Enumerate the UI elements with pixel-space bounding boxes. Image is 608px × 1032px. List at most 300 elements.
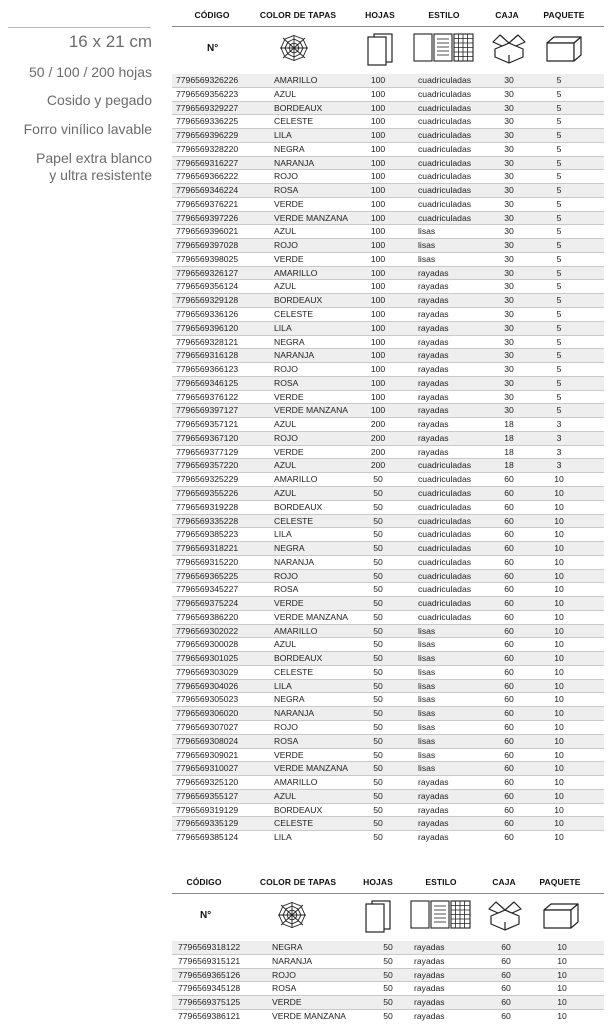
cell-estilo: rayadas (414, 942, 445, 952)
cell-codigo: 7796569308024 (176, 735, 239, 746)
cell-color: AZUL (274, 639, 296, 650)
cell-paquete: 10 (554, 515, 564, 526)
cell-caja: 30 (504, 309, 514, 320)
table-row (172, 583, 604, 597)
cell-hojas: 50 (373, 474, 383, 485)
cell-color: AZUL (274, 460, 296, 471)
cell-codigo: 7796569335228 (176, 515, 239, 526)
cell-paquete: 5 (556, 88, 562, 99)
cell-paquete: 10 (554, 639, 564, 650)
cell-codigo: 7796569366222 (176, 171, 239, 182)
cell-paquete: 5 (556, 116, 562, 127)
cell-paquete: 5 (556, 212, 562, 223)
cell-caja: 30 (504, 143, 514, 154)
cell-codigo: 7796569309021 (176, 749, 239, 760)
cell-hojas: 50 (373, 818, 383, 829)
closed-package-icon (545, 35, 583, 63)
cell-codigo: 7796569355127 (176, 790, 239, 801)
table-row (172, 239, 604, 253)
cell-color: AZUL (274, 88, 296, 99)
cell-caja: 60 (501, 997, 511, 1008)
cell-caja: 30 (504, 253, 514, 264)
cell-codigo: 7796569356124 (176, 281, 239, 292)
cell-paquete: 5 (556, 157, 562, 168)
cell-caja: 30 (504, 185, 514, 196)
cell-hojas: 100 (370, 253, 386, 264)
cell-color: ROJO (274, 240, 298, 251)
cell-caja: 60 (504, 680, 514, 691)
cell-paquete: 10 (554, 694, 564, 705)
cell-color: ROSA (274, 377, 299, 388)
table-row (172, 1010, 604, 1024)
cell-color: VERDE (274, 749, 304, 760)
cell-estilo: cuadriculadas (418, 212, 472, 223)
table-row (172, 804, 604, 818)
table-row (172, 982, 604, 996)
cell-estilo: cuadriculadas (418, 570, 472, 581)
cell-codigo: 7796569326127 (176, 267, 239, 278)
cell-codigo: 7796569376122 (176, 391, 239, 402)
cell-hojas: 100 (370, 364, 386, 375)
cell-color: LILA (274, 832, 292, 843)
table-row (172, 969, 604, 983)
cell-caja: 60 (504, 598, 514, 609)
table-body (172, 941, 604, 1024)
cell-estilo: rayadas (418, 322, 449, 333)
cell-hojas: 100 (370, 75, 386, 85)
header-codigo: CÓDIGO (194, 10, 230, 20)
cell-estilo: cuadriculadas (418, 598, 472, 609)
cell-codigo: 7796569336126 (176, 309, 239, 320)
cell-color: NARANJA (274, 157, 315, 168)
cell-color: CELESTE (274, 309, 314, 320)
cell-hojas: 50 (383, 969, 393, 980)
cell-caja: 30 (504, 130, 514, 141)
cell-caja: 30 (504, 226, 514, 237)
table-row (172, 790, 604, 804)
cell-color: VERDE (272, 997, 302, 1008)
cell-estilo: lisas (418, 226, 436, 237)
table-row (172, 638, 604, 652)
cell-caja: 60 (504, 653, 514, 664)
cell-color: VERDE MANZANA (274, 405, 349, 416)
cell-color: AZUL (274, 281, 296, 292)
cell-color: LILA (274, 130, 292, 141)
cell-estilo: rayadas (418, 804, 449, 815)
table-row (172, 212, 604, 226)
cell-caja: 60 (504, 818, 514, 829)
cell-estilo: rayadas (418, 790, 449, 801)
cell-paquete: 5 (556, 295, 562, 306)
cell-caja: 60 (501, 983, 511, 994)
cell-color: AMARILLO (274, 75, 318, 85)
cell-codigo: 7796569305023 (176, 694, 239, 705)
cell-paquete: 10 (554, 735, 564, 746)
cell-paquete: 10 (554, 721, 564, 732)
paper-styles-icon (413, 33, 475, 63)
cell-hojas: 100 (370, 198, 386, 209)
spider-web-icon (278, 33, 310, 63)
cell-caja: 60 (501, 942, 511, 952)
cell-estilo: lisas (418, 735, 436, 746)
cell-codigo: 7796569385124 (176, 832, 239, 843)
cell-color: VERDE MANZANA (274, 212, 349, 223)
cell-color: AZUL (274, 790, 296, 801)
cell-paquete: 5 (556, 350, 562, 361)
cell-caja: 60 (501, 1010, 511, 1021)
table-header (172, 871, 604, 894)
cell-caja: 60 (504, 749, 514, 760)
table-row (172, 817, 604, 831)
cell-caja: 60 (504, 570, 514, 581)
number-label: N° (207, 43, 219, 54)
cell-paquete: 3 (556, 419, 562, 430)
cell-paquete: 10 (554, 543, 564, 554)
cell-color: NARANJA (272, 955, 313, 966)
cell-codigo: 7796569318221 (176, 543, 239, 554)
cell-hojas: 50 (383, 942, 393, 952)
cell-paquete: 10 (554, 804, 564, 815)
cell-caja: 60 (501, 969, 511, 980)
cell-color: ROJO (274, 570, 298, 581)
table-row (172, 597, 604, 611)
cell-codigo: 7796569376221 (176, 198, 239, 209)
cell-estilo: cuadriculadas (418, 487, 472, 498)
cell-paquete: 10 (554, 611, 564, 622)
cell-paquete: 10 (554, 625, 564, 636)
cell-hojas: 50 (373, 777, 383, 788)
table-row (172, 267, 604, 281)
cell-color: CELESTE (274, 116, 314, 127)
cell-paquete: 5 (556, 309, 562, 320)
cell-color: ROJO (272, 969, 296, 980)
cell-codigo: 7796569329128 (176, 295, 239, 306)
spec-cover: Forro vinílico lavable (23, 121, 152, 137)
cell-estilo: lisas (418, 749, 436, 760)
cell-paquete: 5 (556, 143, 562, 154)
header-color: COLOR DE TAPAS (259, 10, 337, 20)
cell-caja: 30 (504, 88, 514, 99)
cell-caja: 18 (504, 419, 514, 430)
cell-color: BORDEAUX (274, 653, 323, 664)
cell-caja: 18 (504, 460, 514, 471)
table-row (172, 955, 604, 969)
table-row (172, 666, 604, 680)
table-row (172, 941, 604, 955)
cell-caja: 60 (504, 721, 514, 732)
cell-estilo: cuadriculadas (418, 130, 472, 141)
cell-color: LILA (274, 322, 292, 333)
table-row (172, 721, 604, 735)
cell-estilo: rayadas (414, 1010, 445, 1021)
cell-paquete: 5 (556, 322, 562, 333)
cell-hojas: 50 (373, 598, 383, 609)
cell-caja: 30 (504, 322, 514, 333)
cell-color: BORDEAUX (274, 501, 323, 512)
table-row (172, 501, 604, 515)
cell-estilo: lisas (418, 666, 436, 677)
cell-color: ROSA (274, 735, 299, 746)
cell-paquete: 10 (557, 942, 567, 952)
cell-estilo: lisas (418, 763, 436, 774)
cell-codigo: 7796569315121 (178, 955, 241, 966)
cell-codigo: 7796569306020 (176, 708, 239, 719)
cell-hojas: 50 (373, 790, 383, 801)
cell-hojas: 100 (370, 143, 386, 154)
cell-estilo: cuadriculadas (418, 88, 472, 99)
cell-caja: 60 (501, 955, 511, 966)
cell-paquete: 10 (554, 501, 564, 512)
cell-estilo: cuadriculadas (418, 584, 472, 595)
cell-paquete: 5 (556, 281, 562, 292)
cell-estilo: rayadas (418, 364, 449, 375)
cell-hojas: 100 (370, 171, 386, 182)
table-row (172, 776, 604, 790)
cell-color: AMARILLO (274, 777, 318, 788)
cell-caja: 30 (504, 240, 514, 251)
header-estilo: ESTILO (428, 10, 460, 20)
product-table-1 (172, 4, 604, 846)
cell-paquete: 10 (554, 598, 564, 609)
cell-paquete: 5 (556, 364, 562, 375)
cell-paquete: 10 (554, 487, 564, 498)
cell-paquete: 5 (556, 198, 562, 209)
cell-caja: 60 (504, 474, 514, 485)
cell-hojas: 100 (370, 226, 386, 237)
product-table-2 (172, 871, 604, 1031)
table-row (172, 74, 604, 88)
cell-color: NARANJA (274, 708, 315, 719)
cell-color: VERDE MANZANA (274, 611, 349, 622)
table-row (172, 363, 604, 377)
table-row (172, 542, 604, 556)
cell-hojas: 100 (370, 185, 386, 196)
cell-codigo: 7796569396229 (176, 130, 239, 141)
cell-caja: 60 (504, 763, 514, 774)
divider (8, 27, 151, 28)
cell-hojas: 50 (383, 955, 393, 966)
cell-paquete: 10 (557, 997, 567, 1008)
cell-estilo: cuadriculadas (418, 143, 472, 154)
cell-paquete: 10 (554, 653, 564, 664)
table-row (172, 294, 604, 308)
table-row (172, 735, 604, 749)
cell-codigo: 7796569304026 (176, 680, 239, 691)
cell-codigo: 7796569301025 (176, 653, 239, 664)
cell-codigo: 7796569326226 (176, 75, 239, 85)
cell-caja: 60 (504, 639, 514, 650)
header-caja: CAJA (495, 10, 519, 20)
cell-estilo: lisas (418, 653, 436, 664)
cell-color: AZUL (274, 226, 296, 237)
cell-hojas: 100 (370, 309, 386, 320)
cell-hojas: 100 (370, 116, 386, 127)
cell-caja: 60 (504, 625, 514, 636)
cell-caja: 60 (504, 501, 514, 512)
cell-caja: 30 (504, 405, 514, 416)
cell-codigo: 7796569346224 (176, 185, 239, 196)
cell-color: AMARILLO (274, 625, 318, 636)
cell-hojas: 100 (370, 102, 386, 113)
cell-caja: 60 (504, 790, 514, 801)
cell-color: NARANJA (274, 556, 315, 567)
cell-color: VERDE (274, 198, 304, 209)
cell-paquete: 10 (554, 708, 564, 719)
table-row (172, 556, 604, 570)
table-row (172, 170, 604, 184)
table-row (172, 680, 604, 694)
cell-estilo: rayadas (418, 391, 449, 402)
cell-paquete: 3 (556, 432, 562, 443)
cell-paquete: 10 (554, 529, 564, 540)
cell-hojas: 50 (373, 694, 383, 705)
spec-paper: Papel extra blanco y ultra resistente (36, 150, 152, 183)
cell-hojas: 50 (373, 708, 383, 719)
table-row (172, 831, 604, 845)
cell-caja: 60 (504, 515, 514, 526)
cell-hojas: 100 (370, 88, 386, 99)
spec-sheets: 50 / 100 / 200 hojas (29, 64, 152, 80)
cell-hojas: 50 (373, 543, 383, 554)
table-row (172, 225, 604, 239)
cell-color: NEGRA (274, 543, 305, 554)
table-row (172, 446, 604, 460)
cell-codigo: 7796569315220 (176, 556, 239, 567)
cell-color: CELESTE (274, 515, 314, 526)
cell-estilo: rayadas (414, 969, 445, 980)
cell-codigo: 7796569346125 (176, 377, 239, 388)
number-label: N° (200, 910, 212, 921)
cell-hojas: 200 (370, 446, 386, 457)
cell-estilo: lisas (418, 694, 436, 705)
cell-estilo: lisas (418, 625, 436, 636)
cell-color: LILA (274, 680, 292, 691)
cell-hojas: 100 (370, 267, 386, 278)
table-row (172, 625, 604, 639)
cell-paquete: 5 (556, 171, 562, 182)
cell-color: VERDE (274, 253, 304, 264)
cell-estilo: cuadriculadas (418, 102, 472, 113)
cell-color: BORDEAUX (274, 804, 323, 815)
cell-color: ROSA (274, 584, 299, 595)
cell-codigo: 7796569367120 (176, 432, 239, 443)
cell-estilo: rayadas (414, 983, 445, 994)
header-hojas: HOJAS (363, 877, 393, 887)
icon-row (172, 895, 604, 939)
table-row (172, 198, 604, 212)
cell-hojas: 50 (373, 804, 383, 815)
cell-codigo: 7796569319129 (176, 804, 239, 815)
cell-codigo: 7796569329227 (176, 102, 239, 113)
cell-paquete: 10 (554, 790, 564, 801)
cell-paquete: 5 (556, 185, 562, 196)
cell-color: BORDEAUX (274, 102, 323, 113)
cell-paquete: 10 (554, 570, 564, 581)
cell-paquete: 5 (556, 336, 562, 347)
cell-hojas: 100 (370, 212, 386, 223)
cell-color: ROSA (274, 185, 299, 196)
cell-caja: 30 (504, 377, 514, 388)
spec-size: 16 x 21 cm (68, 32, 152, 51)
cell-hojas: 50 (373, 763, 383, 774)
cell-color: BORDEAUX (274, 295, 323, 306)
table-row (172, 459, 604, 473)
cell-hojas: 50 (373, 529, 383, 540)
header-codigo: CÓDIGO (186, 877, 222, 887)
cell-paquete: 3 (556, 460, 562, 471)
table-row (172, 115, 604, 129)
header-color: COLOR DE TAPAS (259, 877, 337, 887)
cell-caja: 30 (504, 171, 514, 182)
cell-paquete: 10 (557, 983, 567, 994)
spec-binding: Cosido y pegado (46, 92, 152, 108)
cell-paquete: 3 (556, 446, 562, 457)
cell-paquete: 10 (557, 969, 567, 980)
cell-estilo: cuadriculadas (418, 157, 472, 168)
cell-estilo: cuadriculadas (418, 171, 472, 182)
cell-estilo: rayadas (418, 832, 449, 843)
cell-estilo: cuadriculadas (418, 501, 472, 512)
cell-caja: 30 (504, 75, 514, 85)
cell-color: NEGRA (274, 336, 305, 347)
cell-hojas: 100 (370, 322, 386, 333)
cell-caja: 60 (504, 708, 514, 719)
cell-color: VERDE MANZANA (274, 763, 349, 774)
cell-color: NEGRA (274, 143, 305, 154)
cell-estilo: lisas (418, 708, 436, 719)
cell-color: NEGRA (274, 694, 305, 705)
cell-paquete: 5 (556, 377, 562, 388)
cell-hojas: 100 (370, 295, 386, 306)
table-header (172, 4, 604, 27)
table-row (172, 611, 604, 625)
cell-paquete: 5 (556, 130, 562, 141)
table-row (172, 707, 604, 721)
cell-color: LILA (274, 529, 292, 540)
cell-estilo: rayadas (418, 405, 449, 416)
cell-estilo: cuadriculadas (418, 556, 472, 567)
cell-codigo: 7796569303029 (176, 666, 239, 677)
table-row (172, 693, 604, 707)
cell-hojas: 100 (370, 157, 386, 168)
cell-paquete: 10 (554, 680, 564, 691)
cell-color: NARANJA (274, 350, 315, 361)
cell-color: NEGRA (272, 942, 303, 952)
cell-codigo: 7796569316128 (176, 350, 239, 361)
cell-hojas: 50 (373, 611, 383, 622)
table-row (172, 473, 604, 487)
cell-codigo: 7796569386121 (178, 1010, 241, 1021)
cell-caja: 30 (504, 212, 514, 223)
cell-estilo: cuadriculadas (418, 198, 472, 209)
cell-hojas: 100 (370, 405, 386, 416)
cell-caja: 60 (504, 543, 514, 554)
cell-estilo: lisas (418, 639, 436, 650)
cell-hojas: 50 (383, 1010, 393, 1021)
table-row (172, 515, 604, 529)
cell-caja: 18 (504, 446, 514, 457)
table-row (172, 157, 604, 171)
cell-caja: 30 (504, 267, 514, 278)
open-box-icon (492, 31, 526, 65)
table-row (172, 129, 604, 143)
cell-estilo: rayadas (418, 432, 449, 443)
table-row (172, 432, 604, 446)
table-row (172, 336, 604, 350)
cell-paquete: 10 (554, 584, 564, 595)
cell-estilo: cuadriculadas (418, 529, 472, 540)
cell-codigo: 7796569325120 (176, 777, 239, 788)
